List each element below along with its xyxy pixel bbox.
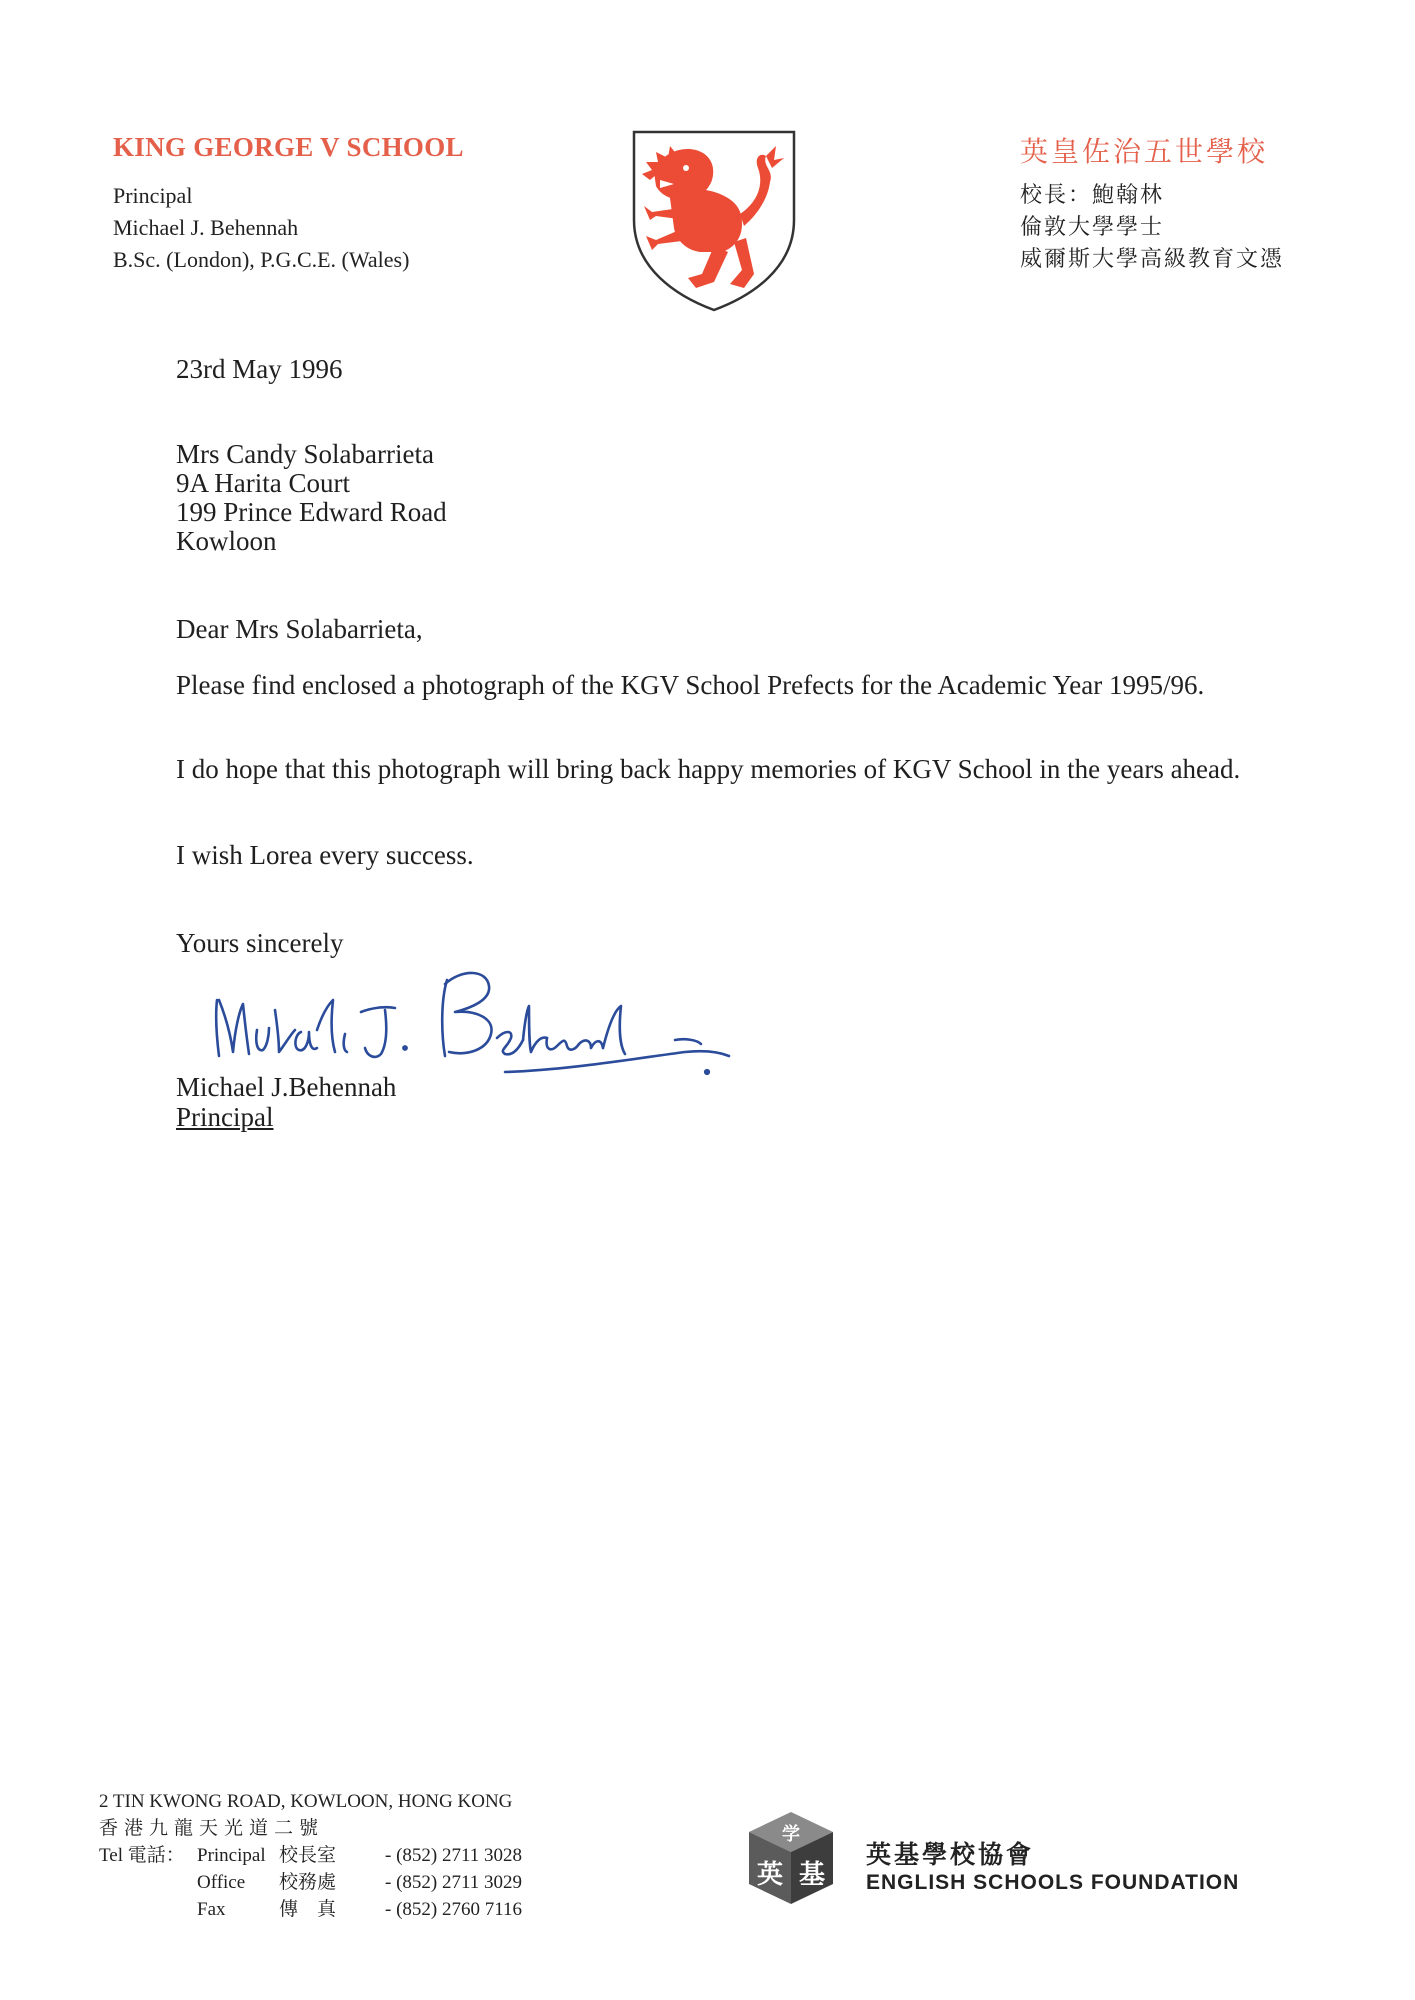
principal-credentials-zh xyxy=(1020,180,1284,276)
footer-address-zh: 香港九龍天光道二號 xyxy=(99,1817,325,1839)
recipient-address xyxy=(176,440,447,556)
closing: Yours sincerely xyxy=(176,928,344,958)
principal-diploma-zh: 威爾斯大學高級教育文憑 xyxy=(1020,247,1285,272)
principal-name: Michael J. Behennah xyxy=(113,215,299,240)
esf-name-zh: 英基學校協會 xyxy=(866,1840,1035,1869)
address-line: Mrs Candy Solabarrieta xyxy=(176,439,434,469)
phone-label-en: Fax xyxy=(197,1899,226,1920)
body-paragraph: I do hope that this photograph will bring back happy memories of KGV School in the years ahead. xyxy=(176,754,1241,784)
school-name-zh: 英皇佐治五世學校 xyxy=(1020,135,1269,168)
svg-text:英: 英 xyxy=(756,1860,784,1890)
signer-block xyxy=(176,1072,396,1132)
phone-label-zh: 傳 真 xyxy=(279,1899,337,1920)
body-paragraph: Please find enclosed a photograph of the KGV School Prefects for the Academic Year 1995/96. xyxy=(176,670,1205,700)
esf-name-en: ENGLISH SCHOOLS FOUNDATION xyxy=(866,1871,1240,1894)
principal-title: Principal xyxy=(113,183,193,208)
phone-list xyxy=(99,1842,522,1923)
letter-date: 23rd May 1996 xyxy=(176,354,343,384)
phone-label-zh: 校長室 xyxy=(279,1845,337,1866)
address-line: Kowloon xyxy=(176,526,277,556)
svg-text:基: 基 xyxy=(798,1860,826,1890)
principal-title-zh: 校長：鮑翰林 xyxy=(1020,183,1165,208)
footer-contact xyxy=(99,1788,522,1923)
phone-label-en: Principal xyxy=(197,1845,266,1866)
body-paragraph: I wish Lorea every success. xyxy=(176,840,474,870)
red-lion-shield-icon xyxy=(630,128,798,314)
address-line: 199 Prince Edward Road xyxy=(176,497,447,527)
handwritten-signature xyxy=(205,960,735,1085)
salutation: Dear Mrs Solabarrieta, xyxy=(176,614,423,644)
esf-cube-logo-icon xyxy=(745,1808,837,1908)
school-name-en: KING GEORGE V SCHOOL xyxy=(113,132,464,162)
signer-title: Principal xyxy=(176,1102,274,1132)
signer-name: Michael J.Behennah xyxy=(176,1072,397,1102)
phone-number: - (852) 2711 3029 xyxy=(385,1872,523,1893)
phone-label-en: Office xyxy=(197,1872,246,1893)
phone-number: - (852) 2760 7116 xyxy=(385,1899,523,1920)
phone-label-zh: 校務處 xyxy=(279,1872,337,1893)
address-line: 9A Harita Court xyxy=(176,468,350,498)
footer-address-en: 2 TIN KWONG ROAD, KOWLOON, HONG KONG xyxy=(99,1791,513,1812)
phone-number: - (852) 2711 3028 xyxy=(385,1845,523,1866)
principal-degrees: B.Sc. (London), P.G.C.E. (Wales) xyxy=(113,247,410,272)
principal-credentials-en xyxy=(113,180,409,276)
tel-label: Tel 電話： xyxy=(99,1845,185,1866)
principal-degree-zh: 倫敦大學學士 xyxy=(1020,215,1165,240)
svg-text:学: 学 xyxy=(782,1824,800,1845)
